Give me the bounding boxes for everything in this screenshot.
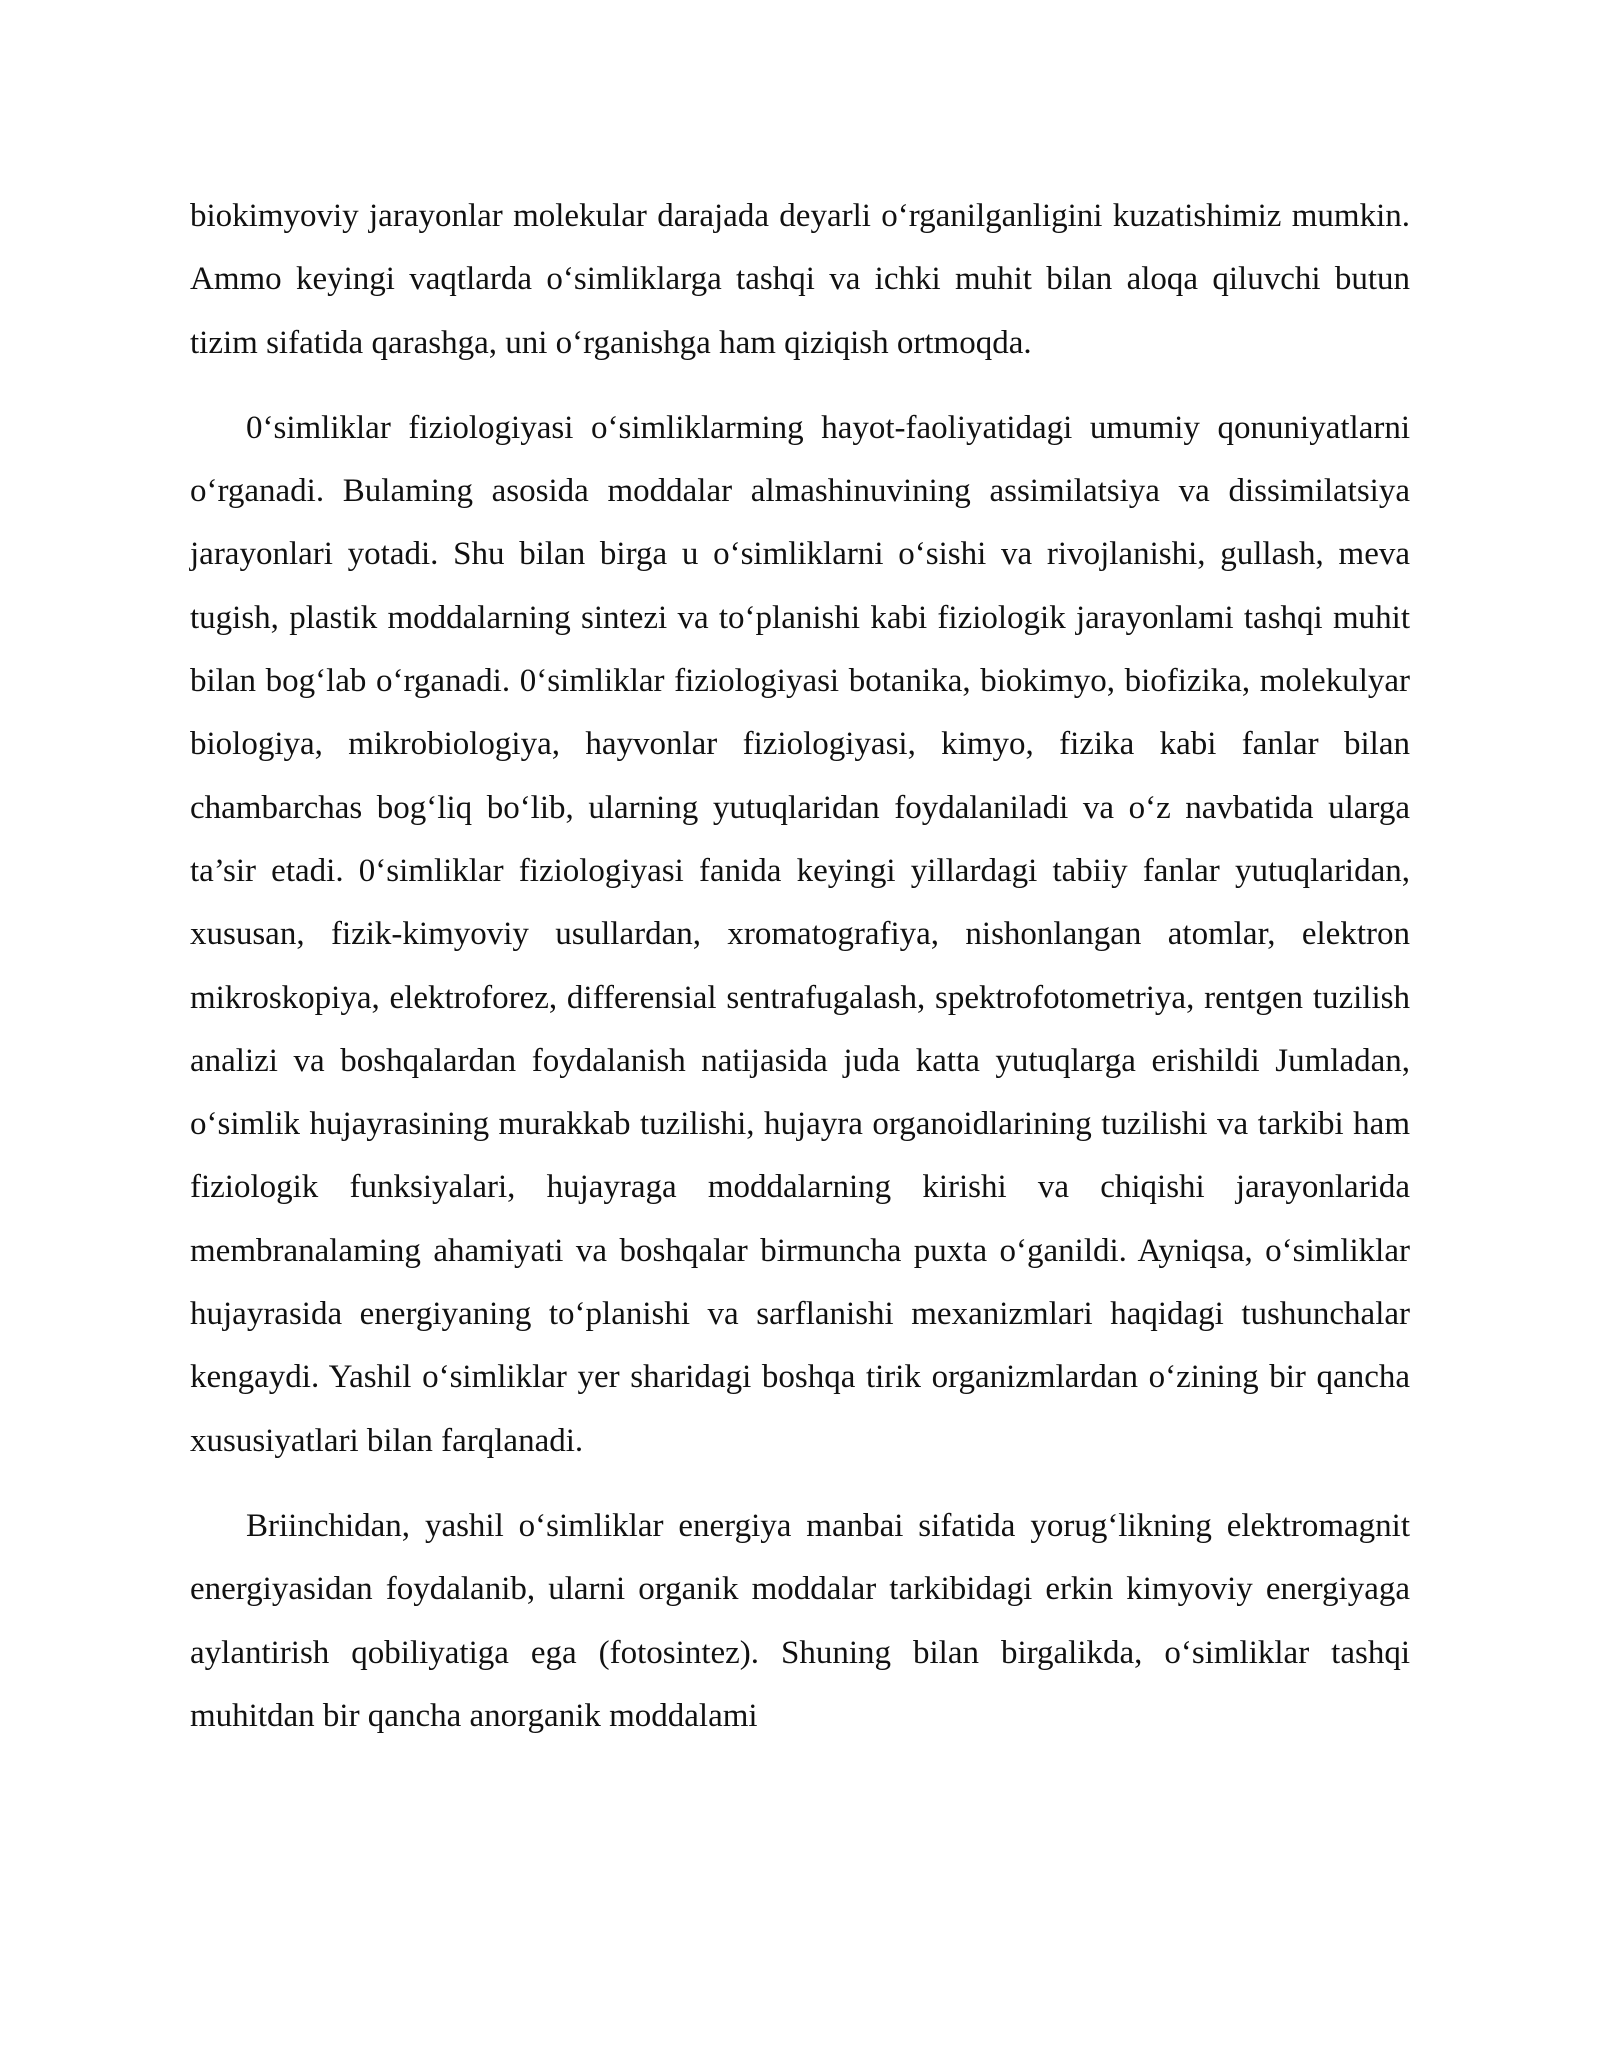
document-page bbox=[190, 185, 1410, 1770]
paragraph-intro-continuation: biokimyoviy jarayonlar molekular darajada deyarli o‘rganilganligini kuzatishimiz mumkin. Ammo keyingi vaqtlarda o‘simliklarga tashqi va ichki muhit bilan aloqa qiluvchi butun tizim sifatida qarashga, uni o‘rganishga ham qiziqish ortmoqda. bbox=[190, 198, 1410, 361]
paragraph-firstly: Briinchidan, yashil o‘simliklar energiya manbai sifatida yorug‘likning elektromagnit energiyasidan foydalanib, ularni organik moddalar tarkibidagi erkin kimyoviy energiyaga aylantirish qobiliyatiga ega (fotosintez). Shuning bilan birgalikda, o‘simliklar tashqi muhitdan bir qancha anorganik moddalami bbox=[190, 1507, 1410, 1734]
paragraph-plant-physiology: 0‘simliklar fiziologiyasi o‘simliklarming hayot-faoliyatidagi umumiy qonuniyatlarni o‘rganadi. Bulaming asosida moddalar almashinuvining assimilatsiya va dissimilatsiya jarayonlari yotadi. Shu bilan birga u o‘simliklarni o‘sishi va rivojlanishi, gullash, meva tugish, plastik moddalarning sintezi va to‘planishi kabi fiziologik jarayonlami tashqi muhit bilan bog‘lab o‘rganadi. 0‘simliklar fiziologiyasi botanika, biokimyo, biofizika, molekulyar biologiya, mikrobiologiya, hayvonlar fiziologiyasi, kimyo, fizika kabi fanlar bilan chambarchas bog‘liq bo‘lib, ularning yutuqlaridan foydalaniladi va o‘z navbatida ularga ta’sir etadi. 0‘simliklar fiziologiyasi fanida keyingi yillardagi tabiiy fanlar yutuqlaridan, xususan, fizik-kimyoviy usullardan, xromatografiya, nishonlangan atomlar, elektron mikroskopiya, elektroforez, differensial sentrafugalash, spektrofotometriya, rentgen tuzilish analizi va boshqalardan foydalanish natijasida juda katta yutuqlarga erishildi Jumladan, o‘simlik hujayrasining murakkab tuzilishi, hujayra organoidlarining tuzilishi va tarkibi ham fiziologik funksiyalari, hujayraga moddalarning kirishi va chiqishi jarayonlarida membranalaming ahamiyati va boshqalar birmuncha puxta o‘ganildi. Ayniqsa, o‘simliklar hujayrasida energiyaning to‘planishi va sarflanishi mexanizmlari haqidagi tushunchalar kengaydi. Yashil o‘simliklar yer sharidagi boshqa tirik organizmlardan o‘zining bir qancha xususiyatlari bilan farqlanadi. bbox=[190, 409, 1410, 1459]
